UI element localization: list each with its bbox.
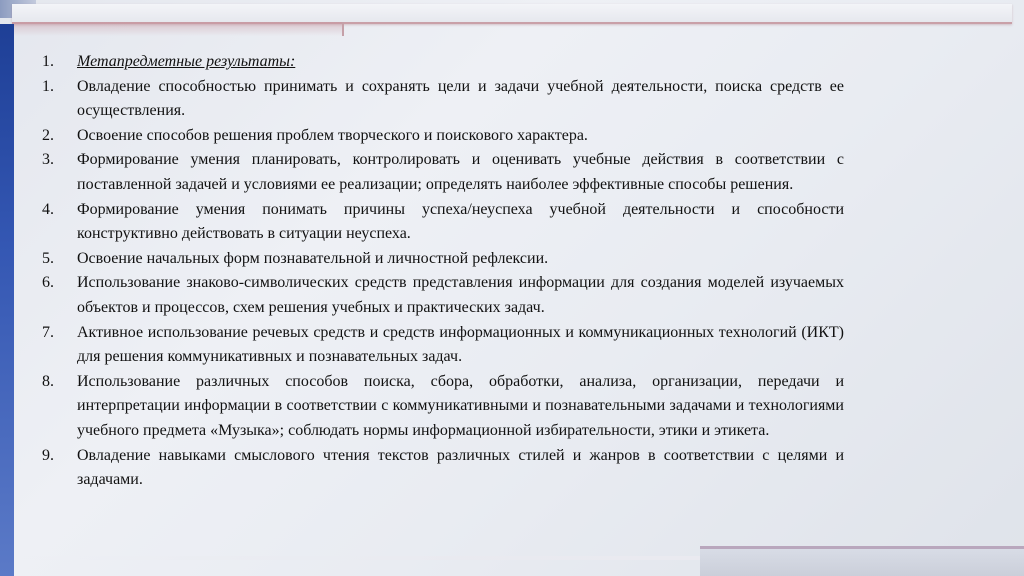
section-heading [42, 50, 844, 75]
list-item [42, 148, 844, 197]
list-item-number: 7. [42, 323, 54, 341]
list-item-text: Овладение навыками смыслового чтения текстов различных стилей и жанров в соответствии с целями и задачами. [77, 446, 844, 489]
top-bar-shadow [12, 22, 344, 36]
heading-title: Метапредметные результаты: [77, 53, 296, 70]
left-decorative-strip [0, 24, 14, 576]
list-item-text: Овладение способностью принимать и сохранять цели и задачи учебной деятельности, поиска средств ее осуществления. [77, 77, 844, 120]
list-item [42, 370, 844, 444]
list-item-text: Активное использование речевых средств и средств информационных и коммуникационных технологий (ИКТ) для решения коммуникативных и познавательных задач. [77, 323, 844, 366]
list-item-text: Освоение начальных форм познавательной и личностной рефлексии. [77, 249, 549, 267]
top-decorative-bar [12, 4, 1012, 24]
list-item-number: 3. [42, 151, 54, 169]
list-item-number: 6. [42, 274, 54, 292]
list-item [42, 444, 844, 493]
list-item-number: 2. [42, 126, 54, 144]
list-item-text: Освоение способов решения проблем творческого и поискового характера. [77, 126, 588, 144]
heading-number: 1. [42, 53, 54, 70]
list-item [42, 198, 844, 247]
list-item [42, 271, 844, 320]
list-item [42, 124, 844, 149]
list-item [42, 247, 844, 272]
list-item-number: 8. [42, 372, 54, 390]
list-item-text: Формирование умения планировать, контролировать и оценивать учебные действия в соответствии с поставленной задачей и условиями ее реализации; определять наиболее эффективные способы решения. [77, 151, 844, 193]
list-item [42, 75, 844, 124]
list-item-number: 1. [42, 77, 54, 95]
list-item-number: 5. [42, 249, 54, 267]
bottom-decorative-bar [700, 546, 1024, 576]
bottom-accent-line [14, 556, 704, 560]
list-item-text: Формирование умения понимать причины успеха/неуспеха учебной деятельности и способности конструктивно действовать в ситуации неуспеха. [77, 200, 844, 243]
list-item-text: Использование различных способов поиска, сбора, обработки, анализа, организации, передачи и интерпретации информации в соответствии с коммуникативными и познавательными задачами и технологиями учебного предмета «Музыка»; соблюдать нормы информационной избирательности, этики и этикета. [77, 372, 844, 439]
list-item [42, 321, 844, 370]
slide-content [42, 50, 844, 493]
list-item-text: Использование знаково-символических средств представления информации для создания моделей изучаемых объектов и процессов, схем решения учебных и практических задач. [77, 274, 844, 316]
list-item-number: 9. [42, 446, 54, 464]
list-item-number: 4. [42, 200, 54, 218]
